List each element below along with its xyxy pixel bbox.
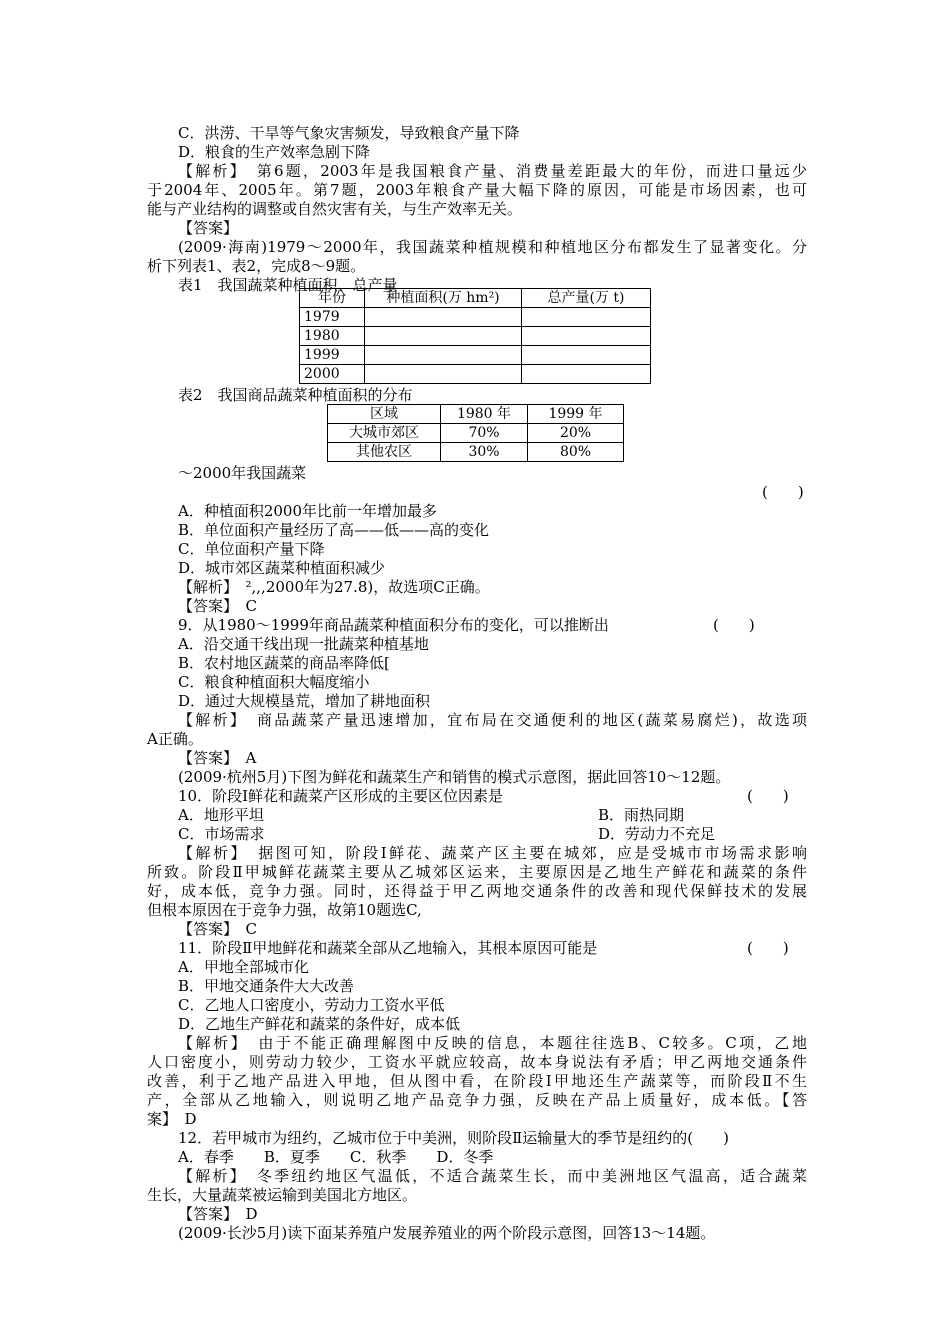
analysis-text: 【解析】 第6题，2003年是我国粮食产量、消费量差距最大的年份，而进口量远少 [178, 162, 807, 180]
analysis-text: 人口密度小，则劳动力较少，工资水平就应较高，故本身说法有矛盾；甲乙两地交通条件 [147, 1053, 807, 1071]
table-row [328, 443, 624, 462]
table-header-row [328, 405, 624, 424]
question-11-stem: 11．阶段Ⅱ甲地鲜花和蔬菜全部从乙地输入，其根本原因可能是 [178, 939, 598, 957]
analysis-text: 能与产业结构的调整或自然灾害有关，与生产效率无关。 [147, 200, 523, 218]
analysis-text: 所致。阶段Ⅱ甲城鲜花蔬菜主要从乙城郊区运来，主要原因是乙地生产鲜花和蔬菜的条件 [147, 863, 807, 881]
analysis-text: 【解析】 商品蔬菜产量迅速增加，宜布局在交通便利的地区(蔬菜易腐烂)，故选项 [178, 711, 807, 729]
answer-blank: ( ) [747, 939, 789, 957]
analysis-text: 于2004年、2005年。第7题，2003年粮食产量大幅下降的原因，可能是市场因素，也可 [147, 181, 807, 199]
option-a: A．种植面积2000年比前一年增加最多 [178, 502, 438, 520]
option-c: C．乙地人口密度小，劳动力工资水平低 [178, 996, 445, 1014]
question-intro: 析下列表1、表2，完成8～9题。 [147, 257, 366, 275]
option-row [178, 806, 838, 824]
table-row [328, 424, 624, 443]
options-row: A．春季 B．夏季 C．秋季 D．冬季 [178, 1148, 494, 1166]
table1-caption: 表1 我国蔬菜种植面积、总产量 [178, 276, 398, 294]
table2-caption: 表2 我国商品蔬菜种植面积的分布 [178, 386, 413, 404]
option-b: B．单位面积产量经历了高——低——高的变化 [178, 521, 490, 539]
analysis-text: 产，全部从乙地输入，则说明乙地产品竞争力强，反映在产品上质量好，成本低。【答 [147, 1091, 807, 1109]
question-9-stem: 9．从1980～1999年商品蔬菜种植面积分布的变化，可以推断出 [178, 616, 609, 634]
table-cell [522, 346, 651, 365]
question-10-stem: 10．阶段Ⅰ鲜花和蔬菜产区形成的主要区位因素是 [178, 787, 504, 805]
question-intro: (2009·海南)1979～2000年，我国蔬菜种植规模和种植地区分布都发生了显著变化。分 [178, 238, 807, 256]
table-row [300, 365, 651, 384]
question-12-stem: 12．若甲城市为纽约，乙城市位于中美洲，则阶段Ⅱ运输量大的季节是纽约的( ) [178, 1129, 729, 1147]
table-cell [365, 346, 522, 365]
option-b: B．雨热同期 [598, 806, 685, 824]
answer-label: 【答案】 [178, 219, 239, 237]
analysis-text: 【解析】 据图可知，阶段Ⅰ鲜花、蔬菜产区主要在城郊，应是受城市市场需求影响 [178, 844, 807, 862]
table-cell [365, 308, 522, 327]
table-row [300, 308, 651, 327]
table-1 [299, 288, 651, 384]
option-a: A．甲地全部城市化 [178, 958, 309, 976]
option-d: D．城市郊区蔬菜种植面积减少 [178, 559, 386, 577]
answer-blank: ( ) [747, 787, 789, 805]
table-row [300, 346, 651, 365]
option-a: A．沿交通干线出现一批蔬菜种植基地 [178, 635, 429, 653]
table-header-cell: 1980 年 [441, 405, 528, 424]
analysis-text: 【解析】 ²,,,2000年为27.8)，故选项C正确。 [178, 578, 490, 596]
answer-text: 【答案】 C [178, 597, 257, 615]
table-cell: 1979 [300, 308, 365, 327]
analysis-text: 但根本原因在于竞争力强，故第10题选C, [147, 901, 422, 919]
analysis-text: 【解析】 由于不能正确理解图中反映的信息，本题往往选B、C较多。C项，乙地 [178, 1034, 807, 1052]
table-header-cell: 总产量(万 t) [522, 289, 651, 308]
question-intro: (2009·长沙5月)读下面某养殖户发展养殖业的两个阶段示意图，回答13～14题。 [178, 1224, 716, 1242]
table-header-cell: 区域 [328, 405, 441, 424]
analysis-text: 好，成本低，竞争力强。同时，还得益于甲乙两地交通条件的改善和现代保鲜技术的发展 [147, 882, 807, 900]
table-cell [522, 327, 651, 346]
table-cell [365, 327, 522, 346]
table-cell: 1999 [300, 346, 365, 365]
table-header-cell: 年份 [300, 289, 365, 308]
option-a: A．地形平坦 [178, 806, 264, 824]
table-cell: 其他农区 [328, 443, 441, 462]
option-c: C．洪涝、干旱等气象灾害频发，导致粮食产量下降 [178, 124, 520, 142]
analysis-text: 生长，大量蔬菜被运输到美国北方地区。 [147, 1186, 418, 1204]
answer-blank: ( ) [713, 616, 755, 634]
option-d: D．乙地生产鲜花和蔬菜的条件好，成本低 [178, 1015, 461, 1033]
answer-text: 【答案】 C [178, 920, 257, 938]
option-b: B．甲地交通条件大大改善 [178, 977, 355, 995]
option-d: D．粮食的生产效率急剧下降 [178, 143, 371, 161]
table-cell: 80% [528, 443, 624, 462]
table-2 [327, 404, 624, 462]
analysis-text: 改善，利于乙地产品进入甲地，但从图中看，在阶段Ⅰ甲地还生产蔬菜等，而阶段Ⅱ不生 [147, 1072, 807, 1090]
option-b: B．农村地区蔬菜的商品率降低[ [178, 654, 390, 672]
table-cell: 30% [441, 443, 528, 462]
analysis-text: 【解析】 冬季纽约地区气温低，不适合蔬菜生长，而中美洲地区气温高，适合蔬菜 [178, 1167, 807, 1185]
table-cell: 大城市郊区 [328, 424, 441, 443]
question-intro: (2009·杭州5月)下图为鲜花和蔬菜生产和销售的模式示意图，据此回答10～12题。 [178, 768, 731, 786]
table-cell [522, 308, 651, 327]
table-cell [522, 365, 651, 384]
option-d: D．通过大规模垦荒，增加了耕地面积 [178, 692, 431, 710]
answer-text: 【答案】 D [178, 1205, 258, 1223]
table-cell: 20% [528, 424, 624, 443]
table-cell: 2000 [300, 365, 365, 384]
table-header-row [300, 289, 651, 308]
table-header-cell: 种植面积(万 hm²) [365, 289, 522, 308]
question-8-stem: ～2000年我国蔬菜 [178, 464, 307, 482]
table-cell [365, 365, 522, 384]
option-c: C．粮食种植面积大幅度缩小 [178, 673, 370, 691]
option-d: D．劳动力不充足 [598, 825, 716, 843]
answer-text: 案】 D [147, 1110, 197, 1128]
answer-blank: ( ) [762, 483, 804, 501]
table-cell: 70% [441, 424, 528, 443]
analysis-text: A正确。 [147, 730, 203, 748]
table-header-cell: 1999 年 [528, 405, 624, 424]
option-c: C．单位面积产量下降 [178, 540, 325, 558]
answer-text: 【答案】 A [178, 749, 257, 767]
table-cell: 1980 [300, 327, 365, 346]
table-row [300, 327, 651, 346]
option-c: C．市场需求 [178, 825, 265, 843]
option-row [178, 825, 838, 843]
